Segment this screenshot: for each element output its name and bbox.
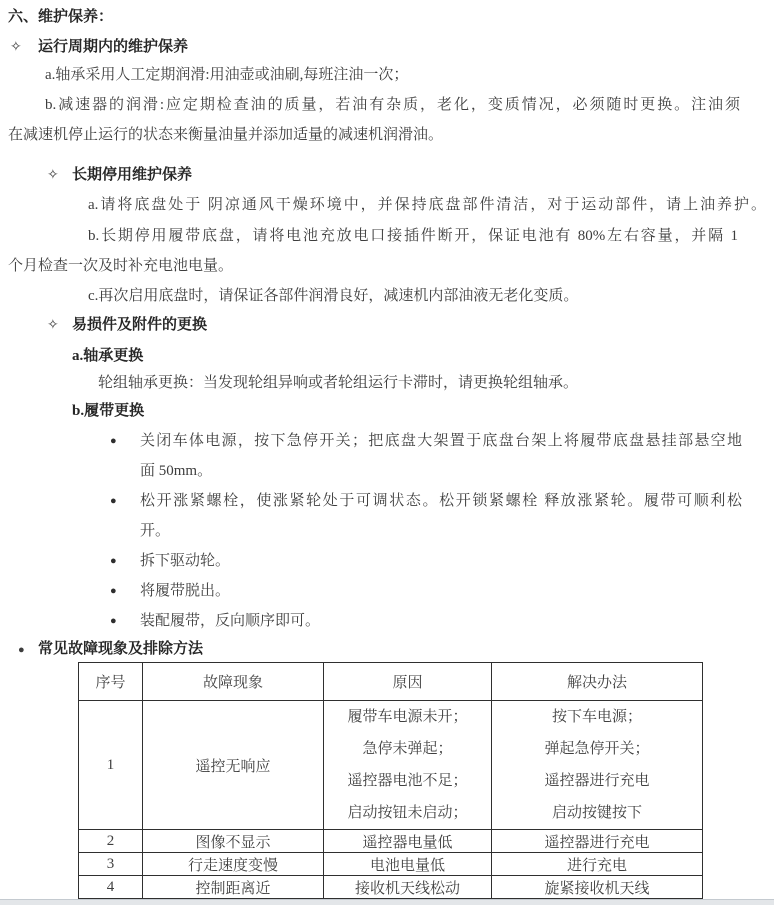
cause-line: 启动按钮未启动； bbox=[347, 805, 468, 821]
section-heading-label: 长期停用维护保养 bbox=[72, 167, 193, 183]
table-header-cell: 原因 bbox=[324, 663, 492, 701]
paragraph-storage-b-line1: b.长期停用履带底盘，请将电池充放电口接插件断开，保证电池有 80%左右容量，并隔 1 bbox=[88, 228, 738, 244]
bullet-icon: ● bbox=[18, 644, 25, 656]
list-item-loosen-bolt-line2: 开。 bbox=[140, 523, 171, 539]
section-heading-label: 运行周期内的维护保养 bbox=[38, 39, 189, 55]
table-cell-no: 4 bbox=[79, 876, 143, 899]
paragraph-storage-a: a.请将底盘处于 阴凉通风干燥环境中，并保持底盘部件清洁，对于运动部件，请上油养护。 bbox=[88, 197, 766, 213]
table-cell-solution: 进行充电 bbox=[492, 853, 703, 876]
list-item-slide-track-out: 将履带脱出。 bbox=[140, 583, 231, 599]
subheading-track-replace: b.履带更换 bbox=[72, 403, 145, 419]
diamond-icon: ✧ bbox=[47, 318, 59, 333]
section-heading-long-storage bbox=[47, 164, 192, 187]
list-item-loosen-bolt-line1: 松开涨紧螺栓，使涨紧轮处于可调状态。松开锁紧螺栓 释放涨紧轮。履带可顺利松 bbox=[140, 493, 742, 509]
cause-line: 履带车电源未开； bbox=[347, 709, 468, 725]
table-cell-no: 1 bbox=[79, 701, 143, 830]
list-item-remove-drive-wheel: 拆下驱动轮。 bbox=[140, 553, 231, 569]
solution-line: 按下车电源； bbox=[551, 709, 642, 725]
diamond-icon: ✧ bbox=[10, 40, 22, 55]
table-cell-cause: 遥控器电量低 bbox=[324, 830, 492, 853]
table-cell-phenomenon: 控制距离近 bbox=[143, 876, 324, 899]
section-heading-common-faults bbox=[18, 638, 203, 661]
paragraph-reducer-lube-line2: 在减速机停止运行的状态来衡量油量并添加适量的减速机润滑油。 bbox=[8, 127, 444, 143]
bullet-icon: ● bbox=[110, 435, 117, 447]
table-header-cell: 故障现象 bbox=[143, 663, 324, 701]
page-bottom-edge bbox=[0, 899, 774, 905]
table-cell-phenomenon: 行走速度变慢 bbox=[143, 853, 324, 876]
solution-line: 遥控器进行充电 bbox=[544, 773, 650, 789]
bullet-icon: ● bbox=[110, 555, 117, 567]
paragraph-bearing-lube: a.轴承采用人工定期润滑:用油壶或油刷,每班注油一次； bbox=[45, 67, 409, 83]
table-header-row bbox=[79, 663, 703, 701]
table-cell-cause: 电池电量低 bbox=[324, 853, 492, 876]
cause-line: 急停未弹起； bbox=[362, 741, 453, 757]
bullet-icon: ● bbox=[110, 495, 117, 507]
table-cell-solution: 遥控器进行充电 bbox=[492, 830, 703, 853]
paragraph-storage-b-line2: 个月检查一次及时补充电池电量。 bbox=[8, 258, 234, 274]
section-heading-label: 常见故障现象及排除方法 bbox=[38, 641, 204, 657]
table-header-cell: 解决办法 bbox=[492, 663, 703, 701]
table-cell-causes bbox=[324, 701, 492, 830]
subheading-bearing-replace: a.轴承更换 bbox=[72, 348, 144, 364]
solution-line: 启动按键按下 bbox=[551, 805, 642, 821]
table-row bbox=[79, 701, 703, 830]
paragraph-reducer-lube-line1: b.减速器的润滑:应定期检查油的质量，若油有杂质，老化，变质情况，必须随时更换。注油须 bbox=[45, 97, 740, 113]
section-heading-label: 易损件及附件的更换 bbox=[72, 317, 208, 333]
section-heading-run-period bbox=[10, 36, 188, 59]
table-cell-solutions bbox=[492, 701, 703, 830]
table-cell-cause: 接收机天线松动 bbox=[324, 876, 492, 899]
table-cell-solution: 旋紧接收机天线 bbox=[492, 876, 703, 899]
table-cell-no: 3 bbox=[79, 853, 143, 876]
table-cell-no: 2 bbox=[79, 830, 143, 853]
table-row bbox=[79, 876, 703, 899]
table-row bbox=[79, 830, 703, 853]
paragraph-storage-c: c.再次启用底盘时，请保证各部件润滑良好，减速机内部油液无老化变质。 bbox=[88, 288, 579, 304]
solution-line: 弹起急停开关； bbox=[544, 741, 650, 757]
list-item-assemble-track: 装配履带，反向顺序即可。 bbox=[140, 613, 321, 629]
bullet-icon: ● bbox=[110, 585, 117, 597]
table-cell-phenomenon: 图像不显示 bbox=[143, 830, 324, 853]
list-item-power-off-line1: 关闭车体电源，按下急停开关；把底盘大架置于底盘台架上将履带底盘悬挂部悬空地 bbox=[140, 433, 742, 449]
fault-table bbox=[78, 662, 703, 899]
bullet-icon: ● bbox=[110, 615, 117, 627]
cause-line: 遥控器电池不足； bbox=[347, 773, 468, 789]
section-heading-wear-parts bbox=[47, 314, 207, 337]
list-item-power-off-line2: 面 50mm。 bbox=[140, 463, 213, 479]
table-header-cell: 序号 bbox=[79, 663, 143, 701]
table-row bbox=[79, 853, 703, 876]
doc-title: 六、维护保养： bbox=[8, 9, 114, 25]
table-cell-phenomenon: 遥控无响应 bbox=[143, 701, 324, 830]
paragraph-wheel-bearing: 轮组轴承更换：当发现轮组异响或者轮组运行卡滞时，请更换轮组轴承。 bbox=[98, 375, 579, 391]
diamond-icon: ✧ bbox=[47, 168, 59, 183]
